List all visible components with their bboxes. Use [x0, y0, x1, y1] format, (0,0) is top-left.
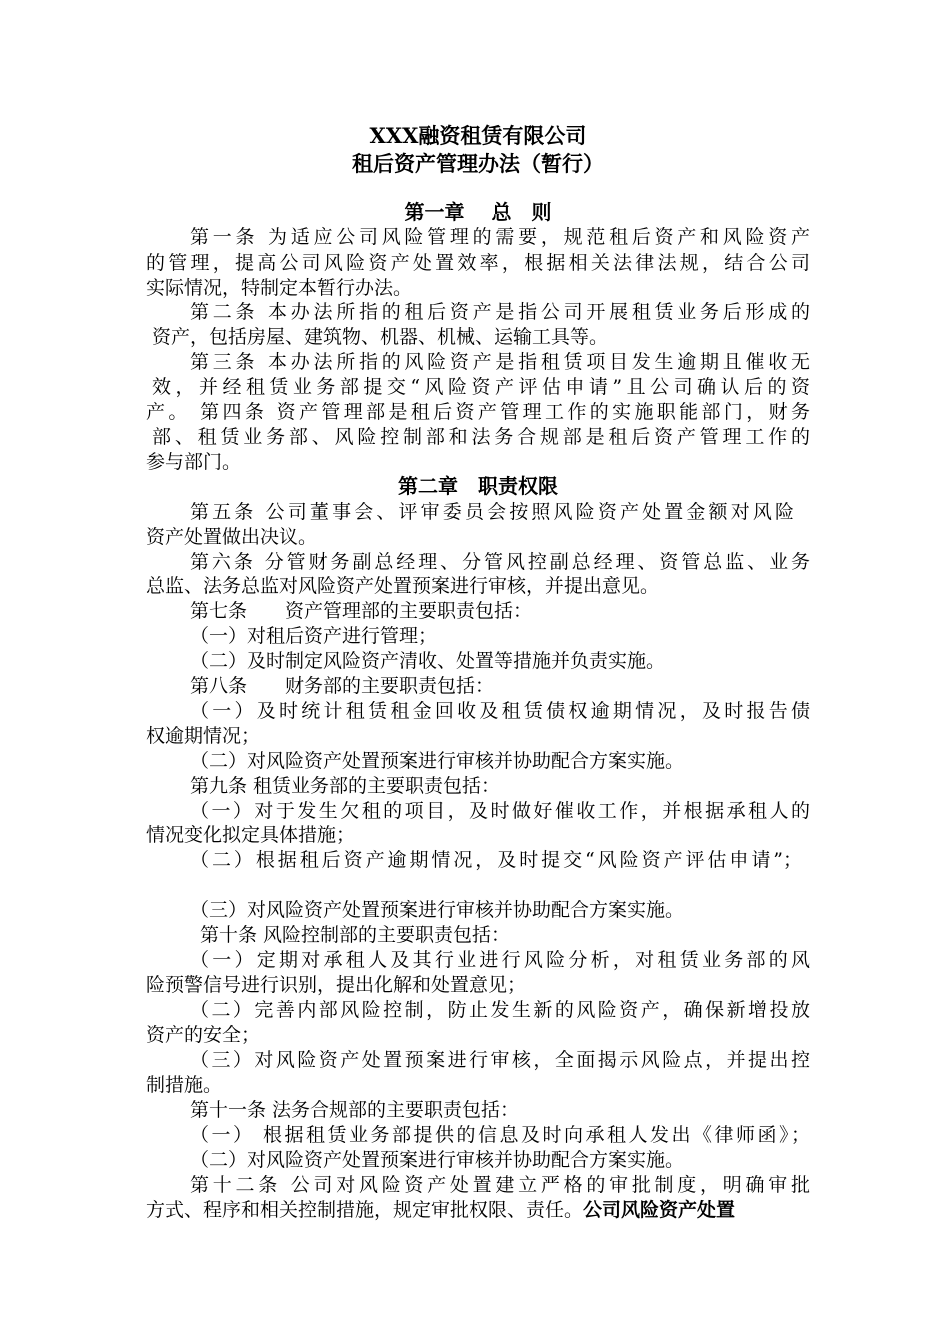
- paragraph-line: 效，并经租赁业务部提交“风险资产评估申请”且公司确认后的资: [152, 376, 810, 398]
- paragraph-line: 第十一条 法务合规部的主要职责包括：: [190, 1099, 520, 1121]
- paragraph-line: 第十条 风险控制部的主要职责包括：: [200, 924, 511, 946]
- paragraph-line: 制措施。: [146, 1074, 223, 1096]
- paragraph-line: [146, 1197, 810, 1224]
- paragraph-line: 参与部门。: [146, 451, 242, 473]
- document-title-company: XXX融资租赁有限公司: [369, 123, 587, 148]
- paragraph-line: 第八条 财务部的主要职责包括：: [190, 675, 495, 697]
- paragraph-line: 资产处置做出决议。: [146, 526, 318, 548]
- paragraph-line: 第六条 分管财务副总经理、分管风控副总经理、资管总监、业务: [190, 551, 810, 573]
- paragraph-line: （三）对风险资产处置预案进行审核并协助配合方案实施。: [190, 899, 685, 921]
- paragraph-line: 资产，包括房屋、建筑物、机器、机械、运输工具等。: [152, 326, 609, 348]
- paragraph-line: 产。 第四条 资产管理部是租后资产管理工作的实施职能部门，财务: [146, 401, 810, 423]
- paragraph-line: 部、租赁业务部、风险控制部和法务合规部是租后资产管理工作的: [152, 426, 810, 448]
- bold-emphasis-text: 公司风险资产处置: [583, 1199, 736, 1221]
- paragraph-line: 第三条 本办法所指的风险资产是指租赁项目发生逾期且催收无: [190, 351, 810, 373]
- paragraph-line: 第九条 租赁业务部的主要职责包括：: [190, 775, 501, 797]
- paragraph-line: 第十二条 公司对风险资产处置建立严格的审批制度，明确审批: [190, 1174, 810, 1196]
- paragraph-line: （一）对于发生欠租的项目，及时做好催收工作，并根据承租人的: [190, 800, 810, 822]
- document-title-regulation: 租后资产管理办法（暂行）: [352, 151, 604, 176]
- paragraph-line: 情况变化拟定具体措施；: [146, 824, 356, 846]
- paragraph-line: （一）及时统计租赁租金回收及租赁债权逾期情况，及时报告债: [190, 700, 810, 722]
- paragraph-text: 方式、程序和相关控制措施，规定审批权限、责任。: [146, 1199, 584, 1221]
- paragraph-line: 第二条 本办法所指的租后资产是指公司开展租赁业务后形成的: [190, 301, 810, 323]
- chapter-heading-2: 第二章 职责权限: [398, 474, 558, 498]
- paragraph-line: （二）根据租后资产逾期情况，及时提交“风险资产评估申请”；: [190, 849, 802, 871]
- paragraph-line: 总监、法务总监对风险资产处置预案进行审核，并提出意见。: [146, 575, 660, 597]
- paragraph-line: 第七条 资产管理部的主要职责包括：: [190, 600, 533, 622]
- paragraph-line: （二）对风险资产处置预案进行审核并协助配合方案实施。: [190, 1149, 685, 1171]
- paragraph-line: （一）对租后资产进行管理；: [190, 625, 438, 647]
- paragraph-line: 权逾期情况；: [146, 725, 261, 747]
- paragraph-line: （二）及时制定风险资产清收、处置等措施并负责实施。: [190, 650, 666, 672]
- chapter-heading-1: 第一章 总 则: [404, 200, 552, 224]
- paragraph-line: 的管理，提高公司风险资产处置效率，根据相关法律法规，结合公司: [146, 252, 810, 274]
- paragraph-line: 第五条 公司董事会、评审委员会按照风险资产处置金额对风险: [190, 501, 794, 523]
- paragraph-line: （二）完善内部风险控制，防止发生新的风险资产，确保新增投放: [190, 999, 810, 1021]
- paragraph-line: 险预警信号进行识别，提出化解和处置意见；: [146, 974, 527, 996]
- paragraph-line: （二）对风险资产处置预案进行审核并协助配合方案实施。: [190, 750, 685, 772]
- paragraph-line: 实际情况，特制定本暂行办法。: [146, 277, 413, 299]
- paragraph-line: （一） 根据租赁业务部提供的信息及时向承租人发出《律师函》；: [190, 1124, 810, 1146]
- paragraph-line: （一）定期对承租人及其行业进行风险分析，对租赁业务部的风: [190, 949, 810, 971]
- paragraph-line: （三）对风险资产处置预案进行审核，全面揭示风险点，并提出控: [190, 1049, 810, 1071]
- paragraph-line: 资产的安全；: [146, 1024, 261, 1046]
- paragraph-line: 第一条 为适应公司风险管理的需要，规范租后资产和风险资产: [190, 226, 810, 248]
